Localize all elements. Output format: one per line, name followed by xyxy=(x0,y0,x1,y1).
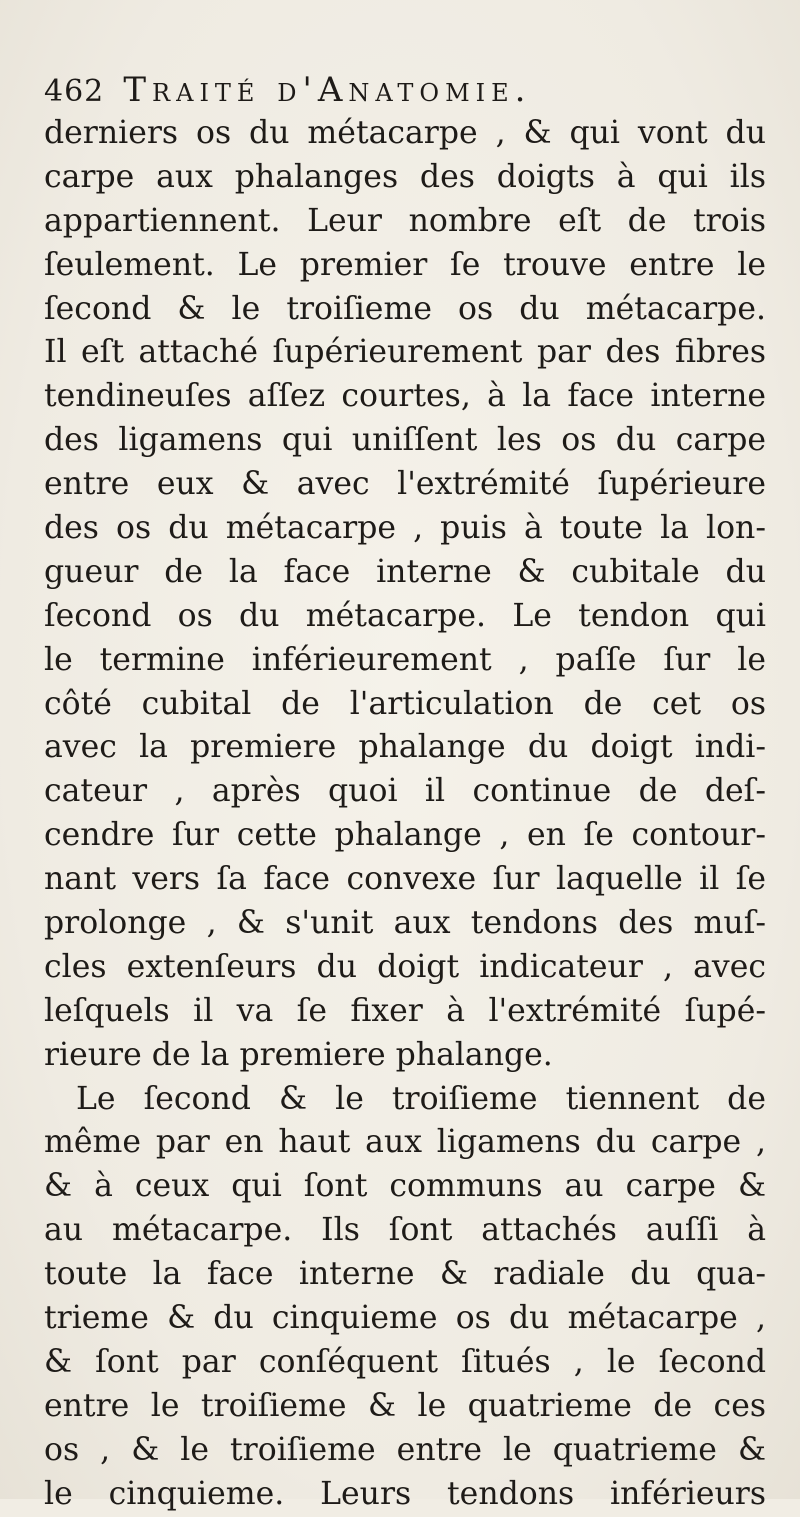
text-line: carpe aux phalanges des doigts à qui ils xyxy=(44,158,766,195)
text-line: toute la face interne & radiale du qua- xyxy=(44,1256,766,1293)
text-line: cendre ſur cette phalange , en ſe contour- xyxy=(44,817,766,854)
text-line: au métacarpe. Ils ſont attachés auſſi à xyxy=(44,1212,766,1249)
text-line: même par en haut aux ligamens du carpe , xyxy=(44,1124,766,1161)
text-line: appartiennent. Leur nombre eſt de trois xyxy=(44,202,766,239)
text-line: avec la premiere phalange du doigt indi- xyxy=(44,729,766,766)
text-line: cateur , après quoi il continue de deſ- xyxy=(44,773,766,810)
text-line: le termine inférieurement , paſſe ſur le xyxy=(44,641,766,678)
text-line: entre eux & avec l'extrémité ſupérieure xyxy=(44,466,766,503)
text-line: Il eſt attaché ſupérieurement par des fibres xyxy=(44,334,766,371)
running-title: Traité d'Anatomie. xyxy=(123,70,532,110)
text-line: leſquels il va ſe fixer à l'extrémité ſupé- xyxy=(44,992,766,1029)
text-line: rieure de la premiere phalange. xyxy=(44,1036,553,1073)
text-line: Le ſecond & le troiſieme tiennent de xyxy=(76,1080,766,1117)
text-line: ſecond & le troiſieme os du métacarpe. xyxy=(44,290,766,327)
text-line: gueur de la face interne & cubitale du xyxy=(44,553,766,590)
text-line: & ſont par conſéquent ſitués , le ſecond xyxy=(44,1343,766,1380)
text-line: le cinquieme. Leurs tendons inférieurs xyxy=(44,1475,766,1512)
text-line: côté cubital de l'articulation de cet os xyxy=(44,685,766,722)
page-number: 462 xyxy=(44,74,105,109)
page-header xyxy=(44,70,764,116)
text-line: entre le troiſieme & le quatrieme de ces xyxy=(44,1387,766,1424)
text-line: derniers os du métacarpe , & qui vont du xyxy=(44,115,766,151)
text-line: des ligamens qui uniſſent les os du carpe xyxy=(44,422,766,459)
text-line: ſecond os du métacarpe. Le tendon qui xyxy=(44,597,766,634)
text-line: & à ceux qui ſont communs au carpe & xyxy=(44,1168,766,1205)
text-line: os , & le troiſieme entre le quatrieme & xyxy=(44,1431,766,1468)
text-line: nant vers ſa face convexe ſur laquelle il ſe xyxy=(44,861,766,898)
text-line: trieme & du cinquieme os du métacarpe , xyxy=(44,1300,766,1337)
text-line: prolonge , & s'unit aux tendons des muſ- xyxy=(44,905,766,942)
text-line: des os du métacarpe , puis à toute la lon- xyxy=(44,510,766,547)
body-text xyxy=(44,112,766,1517)
text-line: tendineuſes aſſez courtes, à la face interne xyxy=(44,378,766,415)
text-line: ſeulement. Le premier ſe trouve entre le xyxy=(44,246,766,283)
text-line: cles extenſeurs du doigt indicateur , avec xyxy=(44,948,766,985)
